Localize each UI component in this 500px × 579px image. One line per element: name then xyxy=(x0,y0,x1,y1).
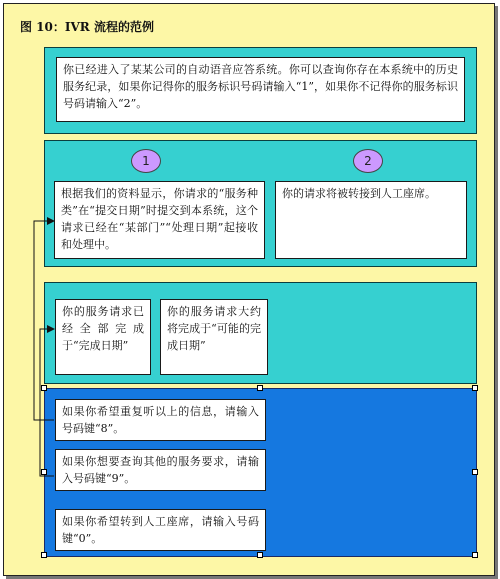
option-repeat-box: 如果你希望重复听以上的信息，请输入号码键“8”。 xyxy=(55,399,266,441)
diagram-canvas xyxy=(3,3,495,576)
query-loop-arrow xyxy=(40,329,54,476)
status-complete-box: 你的服务请求已经全部完成于“完成日期” xyxy=(55,299,151,375)
intro-box: 你已经进入了某某公司的自动语音应答系统。你可以查询你存在本系统中的历史服务纪录，如果你记得你的服务标识号码请输入“1”，如果你不记得你的服务标识号码请输入“2”。 xyxy=(56,57,465,122)
figure-title: 图 10：IVR 流程的范例 xyxy=(20,20,154,34)
branch-1-marker: 1 xyxy=(131,149,161,173)
option-query-box: 如果你想要查询其他的服务要求，请输入号码键“9”。 xyxy=(55,449,266,491)
branch-2-marker: 2 xyxy=(353,149,383,173)
status-estimate-box: 你的服务请求大约将完成于“可能的完成日期” xyxy=(160,299,268,375)
connector-lines xyxy=(4,4,494,575)
branch-1-box: 根据我们的资料显示，你请求的“服务种类”在“提交日期”时提交到本系统，这个请求已经在“某部门”“处理日期”起接收和处理中。 xyxy=(54,181,265,259)
repeat-loop-arrow xyxy=(34,221,54,420)
option-agent-box: 如果你希望转到人工座席，请输入号码键“0”。 xyxy=(55,509,266,551)
branch-2-box: 你的请求将被转接到人工座席。 xyxy=(275,181,467,259)
